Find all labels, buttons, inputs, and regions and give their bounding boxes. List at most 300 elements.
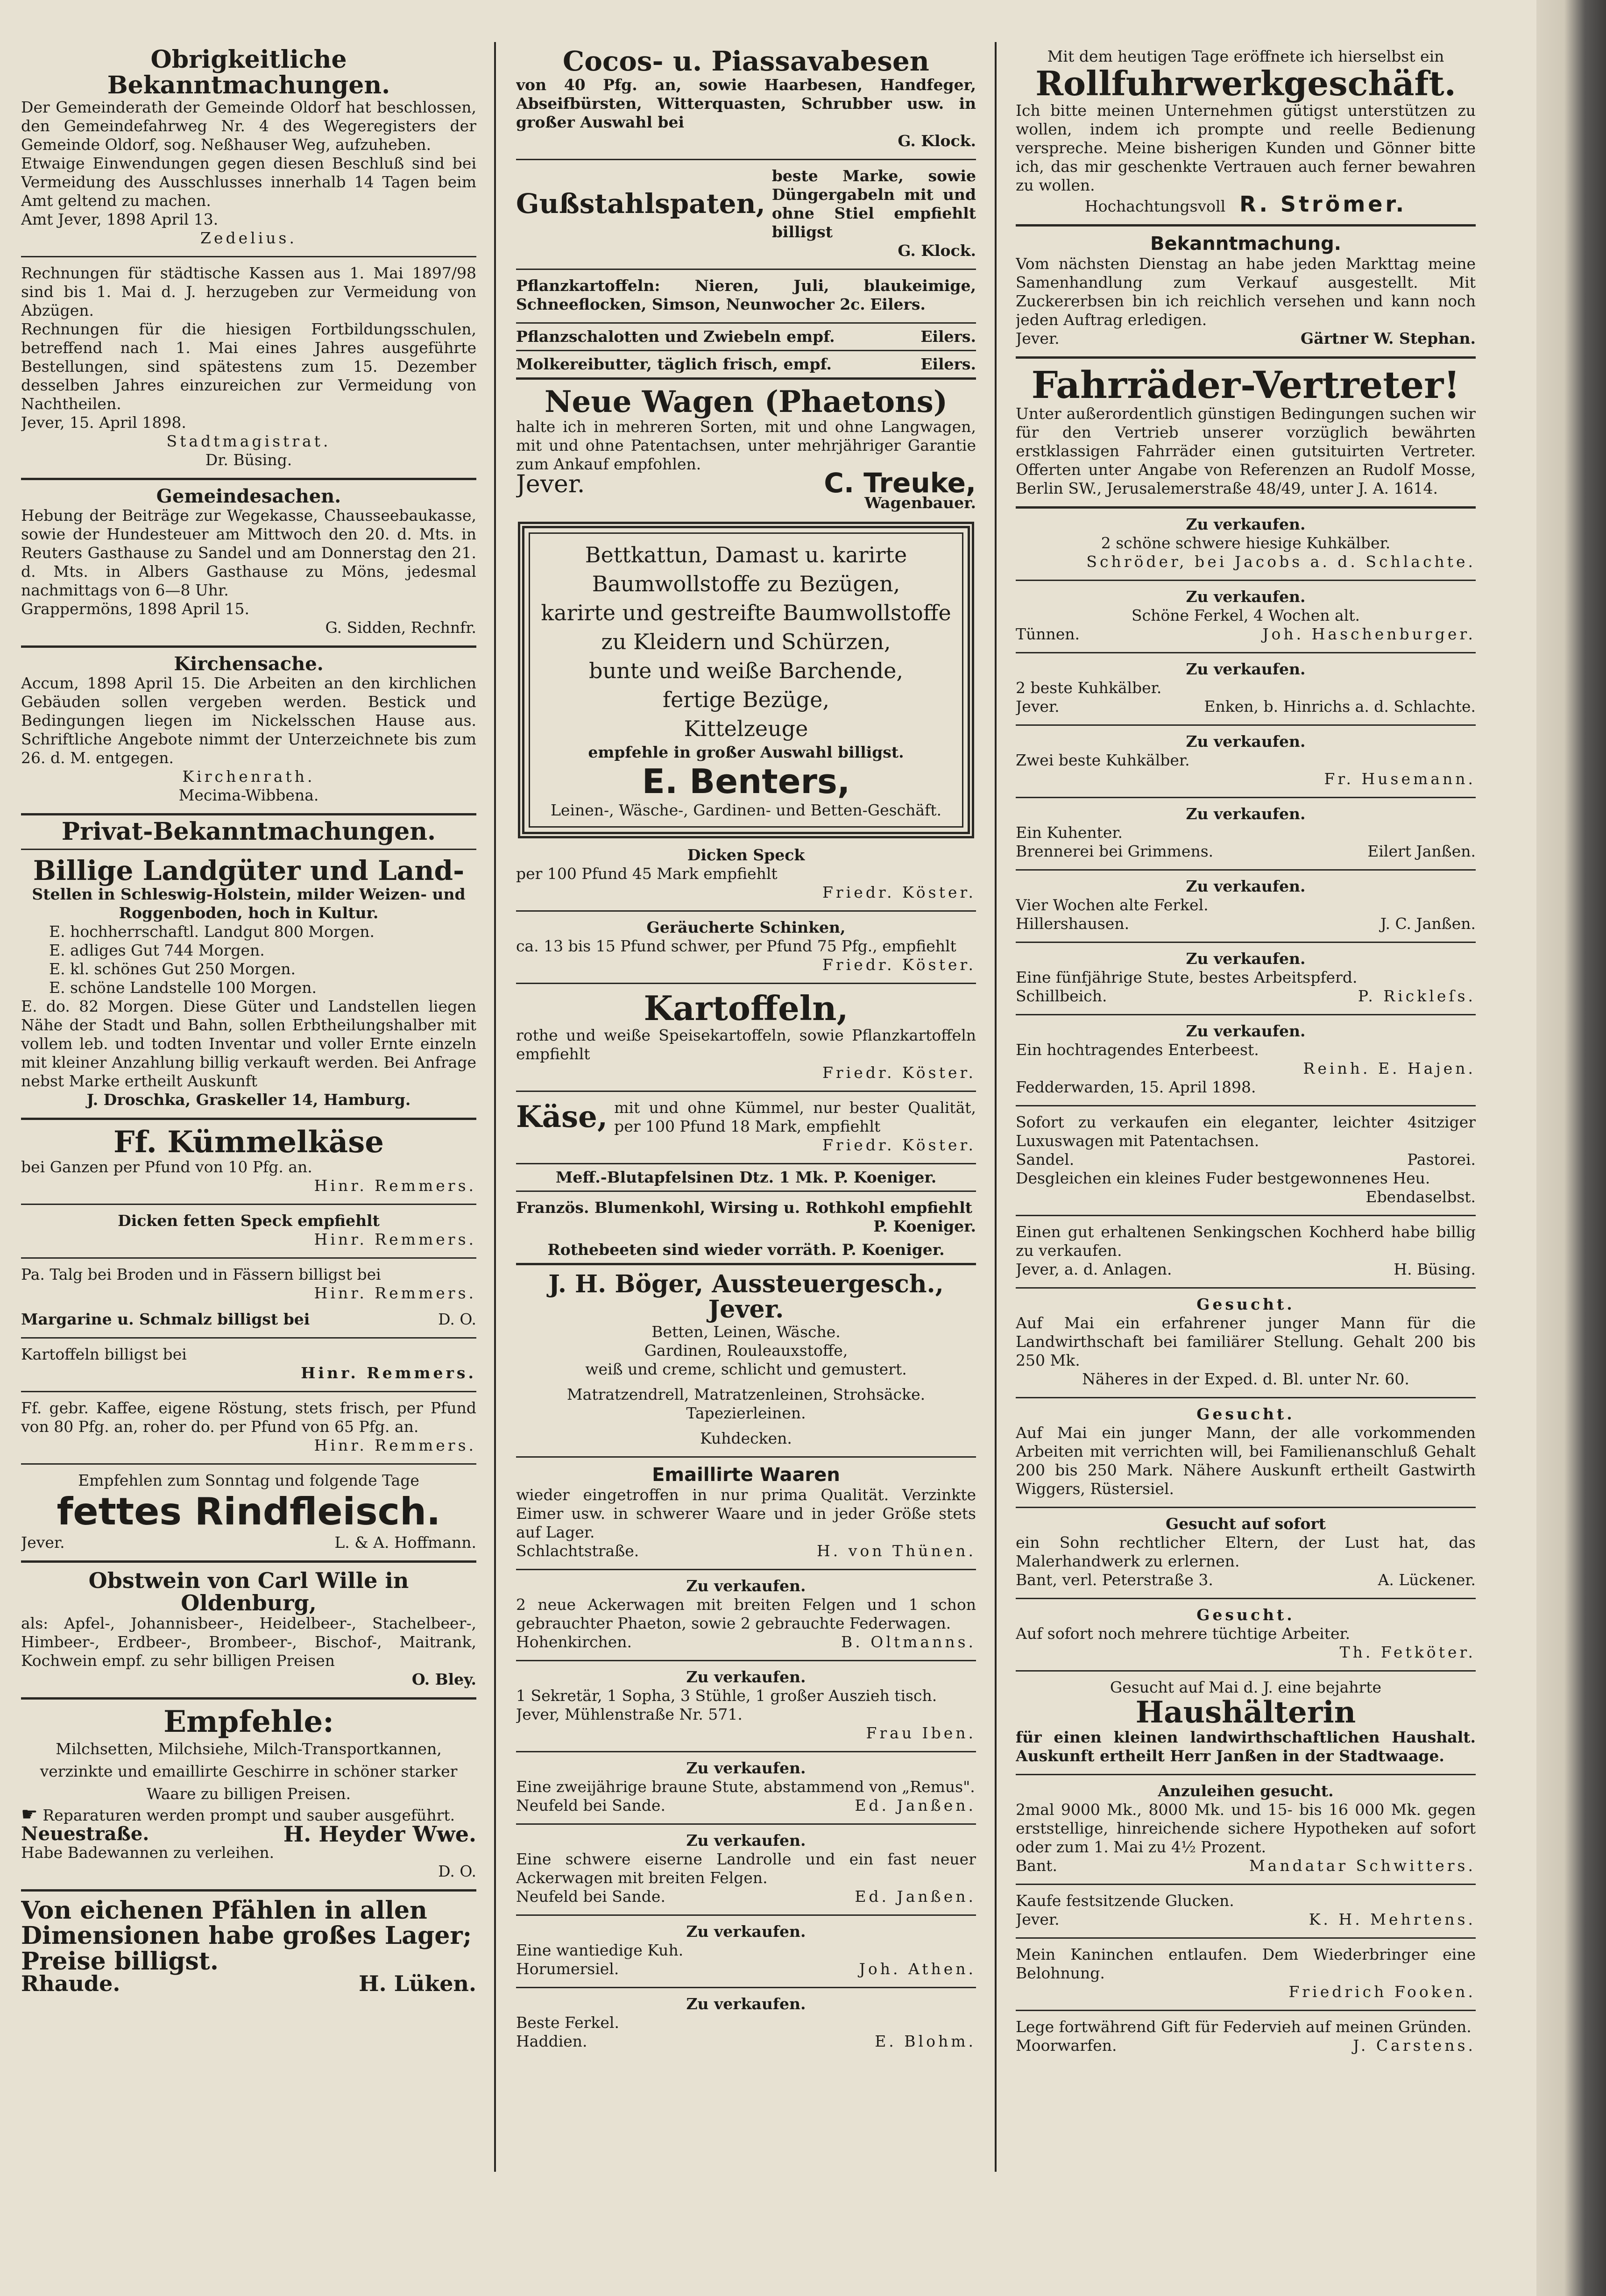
ad-signature: G. Klock. [898,131,976,150]
ad-line: bunte und weiße Barchende, [589,658,903,684]
ad-text: per 100 Pfund 45 Mark empfiehlt [516,865,778,883]
ad-line [1016,1857,1476,1875]
ad-apfelsinen: Meff.-Blutapfelsinen Dtz. 1 Mk. P. Koeniger. [555,1168,937,1186]
ad-kartoffeln [21,1342,476,1387]
ad-line: fertige Bezüge, [663,687,829,713]
ad-title: Zu verkaufen. [686,1831,806,1850]
ad-text: Pflanzschalotten und Zwiebeln empf. [516,327,835,346]
ad-title: Zu verkaufen. [1186,515,1306,533]
divider [21,1118,476,1120]
ad-zu-verkaufen [1016,585,1476,648]
ad-rothebeeten: Rothebeeten sind wieder vorräth. P. Koeniger. [547,1240,945,1259]
ad-headline: Von eichenen Pfählen in allen Dimensionen habe großes Lager; Preise billigst. [21,1896,472,1976]
ad-luxuswagen [1016,1110,1476,1211]
ad-gemeindesachen [21,484,476,642]
ad-text: 2 schöne schwere hiesige Kuhkälber. [1101,533,1391,552]
ad-text: Molkereibutter, täglich frisch, empf. [516,354,832,373]
divider [21,1697,476,1700]
ad-title: Zu verkaufen. [686,1758,806,1777]
ad-text: als: Apfel-, Johannisbeer-, Heidelbeer-, Stachelbeer-, Himbeer-, Erdbeer-, Brombeer-, Bischof-, Maitrank, Kochwein empf. zu sehr billigen Preisen [21,1614,476,1670]
ad-signature: Gärtner W. Stephan. [1301,329,1476,347]
ad-place: Hillershausen. [1016,914,1130,933]
divider [516,350,976,351]
divider [1016,1774,1476,1775]
ad-text: Eine schwere eiserne Landrolle und ein fast neuer Ackerwagen mit breiten Felgen. [516,1850,976,1887]
ad-text: Margarine u. Schmalz billigst bei [21,1310,310,1328]
ad-line: Tapezierleinen. [686,1403,806,1422]
ad-list-item: E. kl. schönes Gut 250 Morgen. [49,959,296,978]
ad-list-item: E. schöne Landstelle 100 Morgen. [49,978,317,997]
ad-signature: H. Heyder Wwe. [283,1821,476,1847]
ad-line [1016,1150,1476,1169]
ad-greeting: Hochachtungsvoll [1084,197,1226,215]
ad-text: Rechnungen für die hiesigen Fortbildungsschulen, betreffend nach 1. Mai eines Jahres ausgeführte Bestellungen, sind spätestens zum 15. Dezember desselben Jahres einzureichen zur Vermeidung von Nachtheilen. [21,320,476,413]
ad-text: E. do. 82 Morgen. Diese Güter und Landstellen liegen Nähe der Stadt und Bahn, sollen Erbtheilungshalber mit vollem leb. und todten Inventar und voller Ernte einzeln mit kleiner Anzahlung billig verkauft werden. Bei Anfrage nebst Marke ertheilt Auskunft [21,997,476,1090]
ad-text: Auf Mai ein junger Mann, der alle vorkommenden Arbeiten mit verrichten will, bei Familienanschluß Gehalt 200 bis 250 Mark. Nähere Auskunft ertheilt Gastwirth Wiggers, Rüstersiel. [1016,1423,1476,1498]
ad-place: Sandel. [1016,1150,1075,1169]
divider [516,1163,976,1164]
ad-signature: Eilers. [920,327,976,346]
divider [1016,2010,1476,2011]
ad-title: Geräucherte Schinken, [646,918,846,937]
ad-place: Jever. [21,1533,65,1552]
ad-text: Reparaturen werden prompt und sauber ausgeführt. [42,1806,455,1824]
ad-text: Eine zweijährige braune Stute, abstammend von „Remus". [516,1777,975,1796]
ad-title: Zu verkaufen. [686,1994,806,2013]
ad-subline: Leinen-, Wäsche-, Gardinen- und Betten-Geschäft. [551,801,941,820]
ad-text: Auf Mai ein erfahrener junger Mann für die Landwirthschaft bei familiärer Stellung. Gehalt 200 bis 250 Mk. [1016,1313,1476,1369]
ad-obrigkeitliche [21,44,476,252]
ad-signature: Mandatar Schwitters. [1249,1856,1476,1875]
ad-place: Jever. [1016,329,1060,347]
ad-text: Eine fünfjährige Stute, bestes Arbeitspferd. [1016,968,1358,986]
ad-signature: P. Koeniger. [873,1217,976,1235]
ad-signature: J. C. Janßen. [1380,914,1476,933]
ad-kirchensache [21,652,476,809]
ad-signature: Joh. Athen. [859,1959,976,1978]
ad-text: Mit dem heutigen Tage eröffnete ich hierselbst ein [1047,47,1444,65]
ad-place: Jever. [516,470,585,499]
column-divider [494,42,496,2172]
ad-line [21,1971,476,1997]
ad-text: bei Ganzen per Pfund von 10 Pfg. an. [21,1157,312,1176]
ad-line [516,1887,976,1906]
ad-text: Desgleichen ein kleines Fuder bestgewonnenes Heu. [1016,1169,1430,1187]
ad-line [1016,842,1476,861]
ad-signature: Pastorei. [1407,1150,1476,1169]
divider [1016,797,1476,798]
ad-row [516,167,976,241]
ad-zu-verkaufen [1016,947,1476,1010]
ad-subtitle: Stellen in Schleswig-Holstein, milder Weizen- und Roggenboden, hoch in Kultur. [32,885,466,922]
ad-place: Neuestraße. [21,1822,149,1845]
ad-text: Hebung der Beiträge zur Wegekasse, Chausseebaukasse, sowie der Hundesteuer am Mittwoch den 20. d. Mts. in Reuters Gasthause zu Sandel und am Donnerstag den 21. d. Mts. in Albers Gasthause zu Möns, jedesmal nachmittags von 6—8 Uhr. [21,506,476,600]
ad-title: Zu verkaufen. [686,1922,806,1941]
ad-signature: Zedelius. [200,229,297,248]
ad-line [516,276,976,314]
section-title: Gemeindesachen. [156,485,341,508]
ad-signature: Reinh. E. Hajen. [1303,1059,1476,1077]
ad-signature: Friedr. Köster. [822,1063,976,1082]
ad-place: Fedderwarden, 15. April 1898. [1016,1077,1256,1096]
ad-empfehle [21,1703,476,1885]
ad-boeger [516,1269,976,1453]
ad-line: Gardinen, Rouleauxstoffe, [644,1341,848,1360]
ad-zu-verkaufen [516,1756,976,1820]
ad-headline: Billige Landgüter und Land- [33,854,465,886]
ad-speck [21,1209,476,1254]
divider [516,269,976,270]
ad-headline: fettes Rindfleisch. [57,1489,441,1533]
ad-line [516,1633,976,1651]
ad-line: Betten, Leinen, Wäsche. [651,1322,841,1341]
ad-headline: Ff. Kümmelkäse [113,1124,384,1160]
ad-line [1016,191,1476,217]
ad-text: Rechnungen für städtische Kassen aus 1. Mai 1897/98 sind bis 1. Mai d. J. herzugeben zur Vermeidung von Abzügen. [21,264,476,320]
ad-line [516,467,976,499]
ad-headline: Neue Wagen (Phaetons) [544,384,948,419]
ad-title: Gesucht. [1196,1605,1295,1624]
ad-text: Etwaige Einwendungen gegen diesen Beschluß sind bei Vermeidung des Ausschlusses innerhalb 14 Tagen beim Amt geltend zu machen. [21,154,476,210]
ad-text: Pa. Talg bei Broden und in Fässern billigst bei [21,1265,381,1283]
ad-signature: Eilers. [920,354,976,373]
ad-signature: G. Klock. [898,241,976,260]
ad-line [1016,625,1476,644]
ad-place: Amt Jever, 1898 April 13. [21,210,219,229]
divider [516,983,976,984]
ad-zu-verkaufen [1016,802,1476,865]
ad-place: Grappermöns, 1898 April 15. [21,600,249,618]
ad-text: 2mal 9000 Mk., 8000 Mk. und 15- bis 16 000 Mk. gegen erststellige, hinreichende sichere Hypotheken auf sofort oder zum 1. Mai zu 4½ Prozent. [1016,1800,1476,1856]
ad-text: beste Marke, sowie Düngergabeln mit und ohne Stiel empfiehlt billigst [771,166,976,241]
ad-line [516,2032,976,2051]
ad-headline: Rollfuhrwerkgeschäft. [1035,64,1456,103]
ad-line [1016,1910,1476,1929]
column-1 [21,44,476,2174]
ad-line [1016,697,1476,716]
column-2 [516,44,976,2174]
ad-signature: A. Lückener. [1378,1570,1476,1589]
ad-headline: Cocos- u. Piassavabesen [563,45,929,77]
ad-text: halte ich in mehreren Sorten, mit und ohne Langwagen, mit und ohne Patentachsen, unter mehrjähriger Garantie zum Ankauf empfohlen. [516,418,976,474]
divider [516,1263,976,1265]
ad-subline: Wagenbauer. [864,494,976,512]
ad-text: Ein Kuhenter. [1016,823,1123,842]
ad-signature: K. H. Mehrtens. [1309,1910,1476,1928]
pointing-hand-icon: ☛ [21,1803,38,1825]
ad-headline: Emaillirte Waaren [652,1464,840,1486]
ad-kohl [516,1196,976,1240]
ad-signature: D. O. [438,1310,476,1328]
divider [516,322,976,324]
divider [516,1914,976,1916]
divider [21,256,476,257]
ad-text: Kartoffeln billigst bei [21,1345,187,1363]
ad-gesucht [1016,1292,1476,1393]
divider [516,159,976,160]
ad-signature: Dr. Büsing. [205,451,292,469]
ad-text: von 40 Pfg. an, sowie Haarbesen, Handfeger, Abseifbürsten, Witterquasten, Schrubber usw. in großer Auswahl bei [516,75,976,131]
ad-signature: Joh. Haschenburger. [1262,624,1476,643]
ad-zu-verkaufen [516,1665,976,1747]
ad-text: Kaufe festsitzende Glucken. [1016,1891,1234,1910]
ad-signature: Friedr. Köster. [822,956,976,974]
ad-title: Anzuleihen gesucht. [1158,1781,1334,1800]
ad-line: Kittelzeuge [684,716,808,742]
divider [1016,1287,1476,1289]
ad-title: Gesucht. [1196,1295,1295,1313]
divider [21,1257,476,1259]
ad-text: Milchsetten, Milchsiehe, Milch-Transportkannen, verzinkte und emaillirte Geschirre in schöner starker Waare zu billigen Preisen. [40,1739,458,1803]
ad-pflanzkartoffeln [516,274,976,319]
ad-signature: Mecima-Wibbena. [178,786,319,805]
divider [516,1823,976,1825]
ad-benters-frame [518,522,974,838]
ad-signature: Friedr. Köster. [822,1135,976,1154]
ad-signature: E. Blohm. [875,2032,976,2050]
ad-place: Brennerei bei Grimmens. [1016,842,1214,860]
ad-place: Hohenkirchen. [516,1632,632,1651]
ad-text: Zwei beste Kuhkälber. [1016,751,1190,769]
divider [516,1091,976,1092]
ad-signature: Ed. Janßen. [855,1796,976,1814]
ad-speck [516,843,976,907]
ad-line [1016,987,1476,1006]
ad-fahrraeder [1016,362,1476,503]
section-title: Privat-Bekanntmachungen. [61,817,436,846]
ad-rechnungen [21,261,476,474]
ad-place: Jever. [1016,697,1060,716]
ad-text: Habe Badewannen zu verleihen. [21,1843,275,1862]
ad-line: Bettkattun, Damast u. karirte Baumwollstoffe zu Bezügen, [585,542,907,597]
ad-text: Dicken fetten Speck empfiehlt [118,1211,380,1230]
ad-bekanntmachung [1016,230,1476,353]
divider [1016,724,1476,726]
ad-place: Moorwarfen. [1016,2036,1117,2055]
ad-gesucht [1016,1603,1476,1666]
ad-line: karirte und gestreifte Baumwollstoffe [541,600,951,626]
divider [1016,1105,1476,1106]
ad-text: Gesucht auf Mai d. J. eine bejahrte [1110,1678,1382,1696]
ad-headline: Obstwein von Carl Wille in Oldenburg, [88,1567,409,1616]
ad-line [21,1821,476,1847]
ad-text: Pflanzkartoffeln: Nieren, Juli, blaukeimige, Schneeflocken, Simson, Neunwocher 2c. [516,276,976,313]
ad-signature: Hinr. Remmers. [314,1283,476,1302]
ad-signature: Eilers. [870,295,926,313]
ad-title: Gesucht. [1196,1404,1295,1423]
ad-place: Jever, Mühlenstraße Nr. 571. [516,1705,743,1723]
ad-place: Horumersiel. [516,1959,619,1978]
ad-signature: D. O. [438,1862,476,1880]
ad-text: Mein Kaninchen entlaufen. Dem Wiederbringer eine Belohnung. [1016,1945,1476,1982]
ad-gesucht [1016,1402,1476,1503]
ad-signature: L. & A. Hoffmann. [334,1533,476,1552]
ad-line [21,1533,476,1552]
ad-zu-verkaufen [1016,657,1476,721]
ad-text: Schöne Ferkel, 4 Wochen alt. [1132,606,1360,624]
ad-text: Sofort zu verkaufen ein eleganter, leichter 4sitziger Luxuswagen mit Patentachsen. [1016,1113,1476,1150]
ad-zu-verkaufen [1016,874,1476,938]
ad-kuemmelkaese [21,1124,476,1200]
ad-zu-verkaufen [516,1828,976,1911]
divider [516,1456,976,1458]
divider [1016,1507,1476,1508]
divider [21,1889,476,1892]
ad-kaninchen [1016,1942,1476,2006]
ad-signature: Fr. Husemann. [1324,769,1476,788]
ad-anleihe [1016,1779,1476,1880]
ad-line: Kuhdecken. [700,1429,792,1447]
ad-text: 2 neue Ackerwagen mit breiten Felgen und 1 schon gebrauchter Phaeton, sowie 2 gebrauchte Federwagen. [516,1595,976,1632]
ad-signature: Ebendaselbst. [1365,1187,1476,1206]
ad-text: für einen kleinen landwirthschaftlichen Haushalt. Auskunft ertheilt Herr Janßen in der Stadtwaage. [1016,1728,1476,1765]
ad-place: Haddien. [516,2032,587,2050]
divider [1016,1215,1476,1216]
ad-place: Neufeld bei Sande. [516,1887,665,1906]
ad-kaese [516,1096,976,1159]
divider [1016,1598,1476,1599]
ad-org: Kirchenrath. [182,767,315,786]
ad-headline: Empfehle: [163,1704,334,1740]
divider [1016,652,1476,653]
ad-signature: Enken, b. Hinrichs a. d. Schlachte. [1204,697,1476,716]
ad-line [21,1310,476,1329]
ad-line [516,1542,976,1560]
ad-signature: J. Carstens. [1353,2036,1476,2055]
ad-zu-verkaufen [516,1574,976,1656]
divider [1016,580,1476,581]
ad-title: Zu verkaufen. [1186,877,1306,895]
ad-signature: Ed. Janßen. [855,1887,976,1906]
ad-text: ca. 13 bis 15 Pfund schwer, per Pfund 75 Pfg., empfiehlt [516,937,956,956]
ad-line: weiß und creme, schlicht und gemustert. [585,1360,907,1378]
ad-landgueter [21,854,476,1114]
ad-line [1016,2036,1476,2055]
ad-title: Dicken Speck [687,846,805,865]
ad-text: Einen gut erhaltenen Senkingschen Kochherd habe billig zu verkaufen. [1016,1222,1476,1260]
column-divider [995,42,997,2172]
divider [516,910,976,912]
ad-signature: H. Büsing. [1394,1260,1476,1278]
ad-kartoffeln [516,988,976,1087]
ad-place: Jever. [1016,1910,1060,1928]
ad-title: Zu verkaufen. [1186,732,1306,751]
ad-signature: B. Oltmanns. [841,1632,976,1651]
divider [1016,1937,1476,1939]
ad-title: Zu verkaufen. [686,1576,806,1595]
ad-text: Ff. gebr. Kaffee, eigene Röstung, stets frisch, per Pfund von 80 Pfg. an, roher do. per Pfund von 65 Pfg. an. [21,1398,476,1436]
ad-signature: C. Treuke, [824,467,976,499]
divider [1016,1670,1476,1672]
ad-line [1016,329,1476,348]
ad-title: Zu verkaufen. [1186,587,1306,606]
ad-text: Unter außerordentlich günstigen Bedingungen suchen wir für den Vertrieb unserer vorzüglich bewährten erstklassigen Fahrräder einen gutsituirten Vertreter. Offerten unter Angabe von Referenzen an Rudolf Mosse, Berlin SW., Jerusalemerstraße 48/49, unter J. A. 1614. [1016,404,1476,497]
ad-gesucht [1016,1512,1476,1594]
ad-text: mit und ohne Kümmel, nur bester Qualität, per 100 Pfund 18 Mark, empfiehlt [614,1098,976,1135]
ad-butter [516,355,976,374]
ad-cta: empfehle in großer Auswahl billigst. [588,743,904,762]
ad-signature: Hinr. Remmers. [314,1436,476,1454]
ad-signature: J. Droschka, Graskeller 14, Hamburg. [86,1090,411,1109]
ad-gift [1016,2015,1476,2060]
ad-headline: Gußstahlspaten, [516,188,765,220]
ad-title: Zu verkaufen. [1186,804,1306,823]
divider [516,1569,976,1570]
ad-emaillirte [516,1461,976,1565]
ad-place: Rhaude. [21,1971,120,1997]
ad-rindfleisch [21,1468,476,1557]
ad-pfaehle [21,1895,476,1998]
ad-text: Vier Wochen alte Ferkel. [1016,895,1209,914]
ad-line [1016,1260,1476,1279]
ad-text: 1 Sekretär, 1 Sopha, 3 Stühle, 1 großer Auszieh tisch. [516,1686,937,1705]
ad-title: Gesucht auf sofort [1165,1514,1326,1533]
ad-rollfuhrwerk [1016,44,1476,220]
ad-title: Zu verkaufen. [1186,659,1306,678]
ad-title: Zu verkaufen. [686,1667,806,1686]
ad-place: Schlachtstraße. [516,1541,639,1560]
ad-title: Zu verkaufen. [1186,1021,1306,1040]
ad-haushaelterin [1016,1675,1476,1770]
ad-signature: Eilert Janßen. [1367,842,1476,860]
ad-text: ein Sohn rechtlicher Eltern, der Lust hat, das Malerhandwerk zu erlernen. [1016,1533,1476,1570]
ad-headline: J. H. Böger, Aussteuergesch., Jever. [548,1269,944,1324]
divider [1016,224,1476,227]
ad-text: rothe und weiße Speisekartoffeln, sowie Pflanzkartoffeln empfiehlt [516,1026,976,1063]
ad-obstwein [21,1566,476,1694]
ad-place: Schillbeich. [1016,986,1107,1005]
ad-org: Stadtmagistrat. [166,432,331,451]
ad-signature: Friedr. Köster. [822,883,976,902]
ad-kaffee [21,1396,476,1460]
ad-line [516,1796,976,1815]
divider [21,1560,476,1563]
ad-signature: Th. Fetköter. [1339,1643,1476,1661]
divider [1016,1884,1476,1885]
ad-signature: Hinr. Remmers. [314,1230,476,1248]
ad-signature: Hinr. Remmers. [314,1176,476,1195]
ad-line: zu Kleidern und Schürzen, [601,629,891,655]
ad-row [516,1098,976,1136]
ad-line [1016,914,1476,933]
ad-signature: R. Strömer. [1239,191,1407,217]
ad-text: Accum, 1898 April 15. Die Arbeiten an den kirchlichen Gebäuden sollen vergeben werden. Bestick und Bedingungen liegen im Nickelsschen Hause aus. Schriftliche Angebote nimmt der Unterzeichnete bis zum 26. d. M. entgegen. [21,674,476,767]
ad-text: Auf sofort noch mehrere tüchtige Arbeiter. [1016,1624,1351,1643]
ad-signature: Hinr. Remmers. [301,1363,476,1382]
ad-signature: Frau Iben. [866,1723,976,1742]
ad-signature: H. von Thünen. [816,1541,976,1560]
ad-text: Der Gemeinderath der Gemeinde Oldorf hat beschlossen, den Gemeindefahrweg Nr. 4 des Wegeregisters der Gemeinde Oldorf, sog. Neßhauser Weg, aufzuheben. [21,98,476,154]
ad-headline: Kartoffeln, [644,988,849,1028]
ad-zu-verkaufen [1016,512,1476,576]
ad-text: Ein hochtragendes Enterbeest. [1016,1040,1259,1059]
ad-schinken [516,915,976,979]
section-title: Kirchensache. [174,653,324,675]
ad-text: Empfehlen zum Sonntag und folgende Tage [78,1471,419,1489]
ad-zu-verkaufen [516,1992,976,2055]
ad-talg [21,1262,476,1307]
ad-wagen [516,383,976,517]
ad-signature: Näheres in der Exped. d. Bl. unter Nr. 60. [1082,1369,1409,1388]
ad-place: Bant, verl. Peterstraße 3. [1016,1570,1213,1589]
divider [1016,506,1476,509]
ad-name: E. Benters, [642,762,850,801]
ad-zu-verkaufen [1016,1019,1476,1101]
ad-title: Zu verkaufen. [1186,949,1306,968]
ad-place: Tünnen. [1016,624,1080,643]
divider [516,1987,976,1988]
ad-headline: Bekanntmachung. [1150,233,1341,255]
